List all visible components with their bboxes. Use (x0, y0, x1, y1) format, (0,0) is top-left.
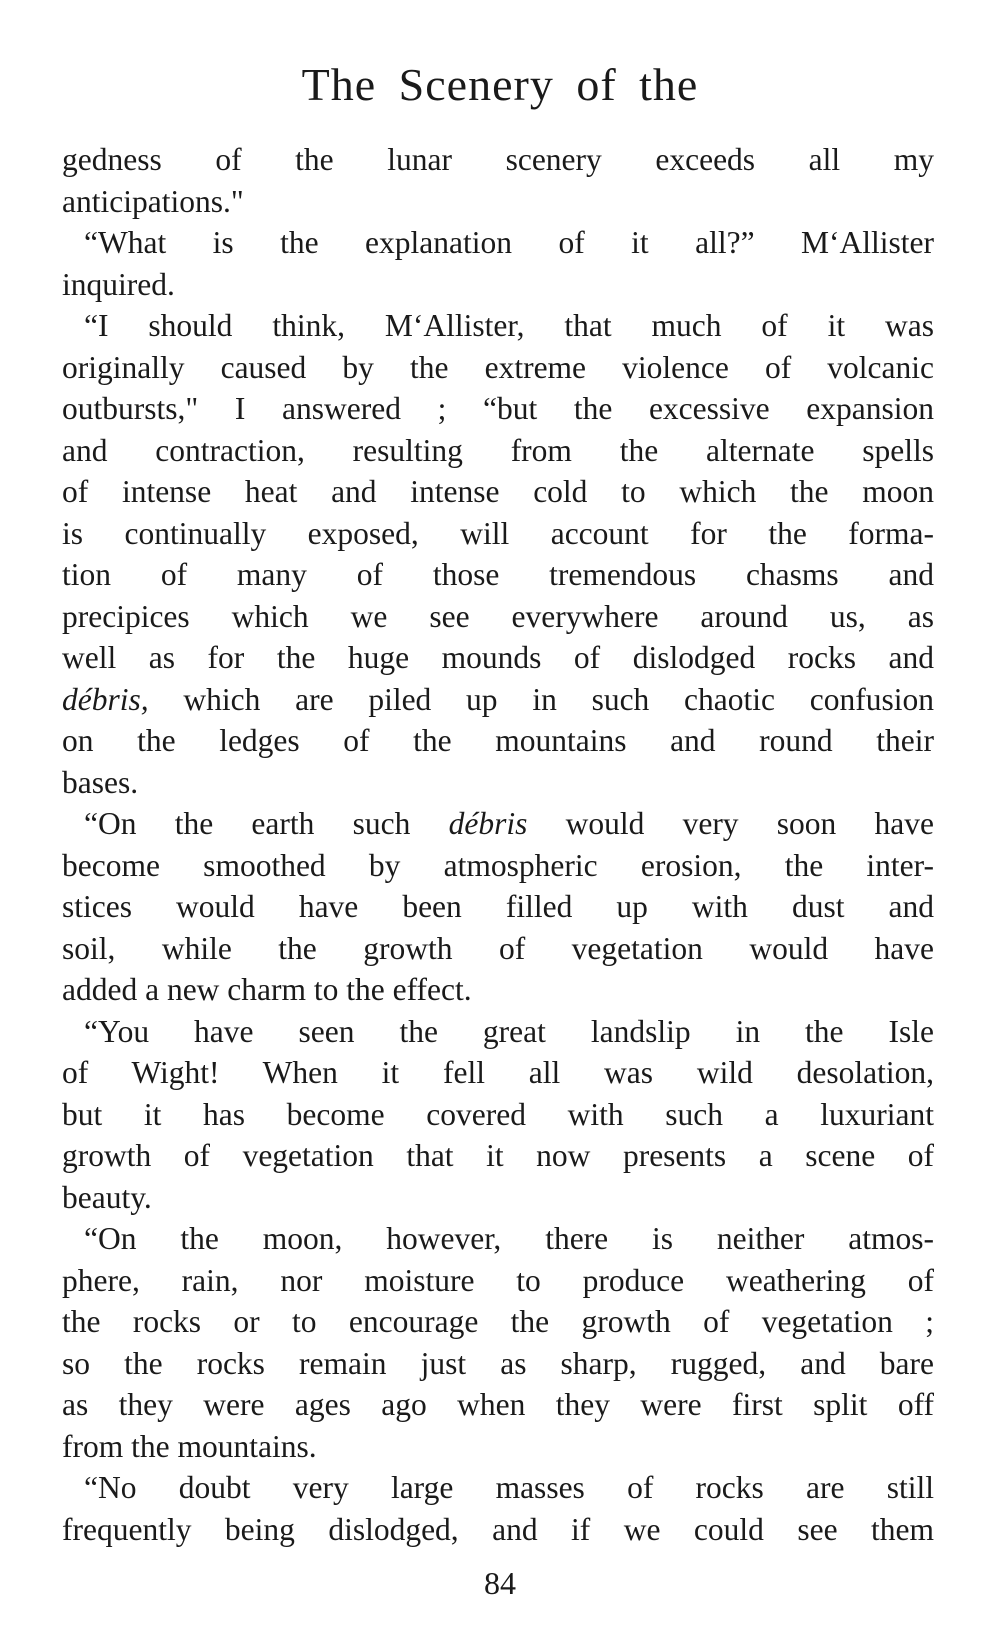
italic-word: débris (448, 806, 528, 841)
text-line (62, 181, 934, 223)
text-line (62, 720, 934, 762)
text-line-content: gedness of the lunar scenery exceeds all my (62, 142, 934, 177)
text-line (62, 1218, 934, 1260)
text-line (62, 845, 934, 887)
text-line-content: “You have seen the great landslip in the Isle (84, 1013, 934, 1049)
text-line (62, 347, 934, 389)
text-line (62, 1384, 934, 1426)
text-line (62, 430, 934, 472)
text-line-content: tion of many of those tremendous chasms and (62, 557, 934, 592)
text-line-content: “What is the explanation of it all?” M‘Allister (84, 225, 934, 260)
text-line-content: so the rocks remain just as sharp, rugged, and bare (62, 1345, 934, 1381)
text-line (62, 1177, 934, 1219)
text-line-content: would very soon have (527, 806, 934, 841)
text-line (62, 1467, 934, 1509)
text-line-content: beauty. (62, 1179, 152, 1215)
text-line-content: and contraction, resulting from the alternate spells (62, 432, 934, 468)
text-line (62, 554, 934, 596)
text-line-content: well as for the huge mounds of dislodged rocks and (62, 640, 934, 675)
text-line (62, 264, 934, 306)
text-line (62, 388, 934, 430)
text-line-prefix: “On the earth such (84, 806, 449, 841)
text-line-content: inquired. (62, 266, 175, 302)
text-line (62, 637, 934, 679)
text-line-content: of Wight! When it fell all was wild desolation, (62, 1055, 934, 1090)
text-line (62, 1052, 934, 1094)
text-line (62, 305, 934, 347)
text-line-content: the rocks or to encourage the growth of vegetation ; (62, 1304, 934, 1339)
text-line (62, 1509, 934, 1551)
text-line-content: of intense heat and intense cold to which the moon (62, 474, 934, 509)
text-line-content: growth of vegetation that it now presents a scene of (62, 1138, 934, 1173)
text-line (62, 1011, 934, 1053)
text-line-content: from the mountains. (62, 1428, 317, 1464)
text-line (62, 1343, 934, 1385)
text-line-content: “No doubt very large masses of rocks are still (84, 1470, 934, 1505)
text-line (62, 928, 934, 970)
text-line-content: phere, rain, nor moisture to produce weathering of (62, 1262, 934, 1298)
text-line-content: frequently being dislodged, and if we could see them (62, 1511, 934, 1547)
text-line-content: which are piled up in such chaotic confusion (148, 681, 934, 717)
text-line-content: become smoothed by atmospheric erosion, the inter- (62, 847, 934, 883)
running-head: The Scenery of the (301, 59, 699, 110)
text-line-content: outbursts," I answered ; “but the excessive expansion (62, 391, 934, 426)
text-line (62, 969, 934, 1011)
text-line (62, 886, 934, 928)
text-line (62, 513, 934, 555)
text-line (62, 1135, 934, 1177)
text-line-content: soil, while the growth of vegetation would have (62, 930, 934, 966)
text-line-content: but it has become covered with such a luxuriant (62, 1096, 934, 1132)
text-line (62, 222, 934, 264)
text-line-content: added a new charm to the effect. (62, 972, 472, 1007)
text-line-content: precipices which we see everywhere around us, as (62, 598, 934, 634)
text-line-content: “I should think, M‘Allister, that much of it was (84, 308, 934, 343)
text-line (62, 803, 934, 845)
text-line (62, 679, 934, 721)
text-line (62, 139, 934, 181)
italic-word: débris, (62, 681, 149, 717)
text-line-content: as they were ages ago when they were first split off (62, 1387, 934, 1422)
text-line-content: anticipations." (62, 183, 244, 219)
text-line (62, 1426, 934, 1468)
body-text (62, 139, 934, 1550)
text-line (62, 471, 934, 513)
text-line-content: bases. (62, 764, 139, 800)
text-line-content: “On the moon, however, there is neither atmos- (84, 1221, 934, 1256)
text-line (62, 596, 934, 638)
text-line (62, 1094, 934, 1136)
text-line-content: stices would have been filled up with dust and (62, 889, 934, 924)
text-line (62, 762, 934, 804)
text-line-content: is continually exposed, will account for the forma- (62, 515, 934, 551)
text-line (62, 1301, 934, 1343)
page-number: 84 (484, 1565, 516, 1601)
text-line-content: originally caused by the extreme violence of volcanic (62, 349, 934, 385)
text-line-content: on the ledges of the mountains and round their (62, 723, 934, 758)
text-line (62, 1260, 934, 1302)
